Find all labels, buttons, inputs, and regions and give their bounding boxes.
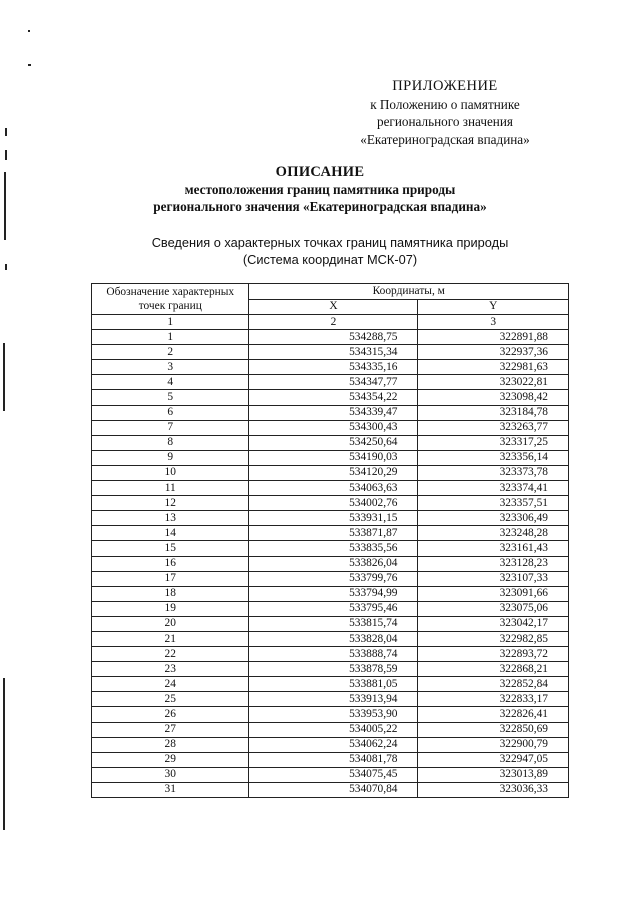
y-coordinate-cell: 323161,43 [418, 541, 569, 556]
table-row [92, 405, 569, 420]
appendix-line: «Екатериноградская впадина» [360, 131, 530, 147]
point-number-cell: 12 [92, 496, 249, 511]
title-line: местоположения границ памятника природы [184, 182, 456, 197]
y-coordinate-cell: 322868,21 [418, 662, 569, 677]
y-coordinate-cell: 323306,49 [418, 511, 569, 526]
x-coordinate-cell: 533953,90 [249, 707, 418, 722]
header-text: Обозначение характерных [106, 286, 235, 298]
y-coordinate-cell: 322852,84 [418, 677, 569, 692]
y-coordinate-cell: 323317,25 [418, 435, 569, 450]
x-coordinate-cell: 533795,46 [249, 601, 418, 616]
x-coordinate-cell: 533931,15 [249, 511, 418, 526]
y-coordinate-cell: 322900,79 [418, 737, 569, 752]
x-coordinate-cell: 533828,04 [249, 631, 418, 646]
column-number: 1 [92, 315, 249, 330]
y-coordinate-cell: 323042,17 [418, 616, 569, 631]
table-row [92, 707, 569, 722]
table-row [92, 677, 569, 692]
scan-mark [5, 150, 7, 160]
table-row [92, 601, 569, 616]
point-number-cell: 9 [92, 450, 249, 465]
table-row [92, 571, 569, 586]
point-number-cell: 29 [92, 752, 249, 767]
table-row [92, 722, 569, 737]
table-header-row [92, 284, 569, 300]
point-number-cell: 24 [92, 677, 249, 692]
table-row [92, 526, 569, 541]
y-coordinate-cell: 323184,78 [418, 405, 569, 420]
y-coordinate-cell: 323374,41 [418, 481, 569, 496]
title-main: ОПИСАНИЕ [275, 164, 365, 180]
y-coordinate-cell: 323357,51 [418, 496, 569, 511]
table-row [92, 752, 569, 767]
x-coordinate-cell: 534190,03 [249, 450, 418, 465]
x-coordinate-cell: 534335,16 [249, 360, 418, 375]
y-coordinate-cell: 323098,42 [418, 390, 569, 405]
x-header: X [249, 299, 418, 315]
table-row [92, 556, 569, 571]
x-coordinate-cell: 534288,75 [249, 330, 418, 345]
x-coordinate-cell: 534075,45 [249, 767, 418, 782]
y-coordinate-cell: 322826,41 [418, 707, 569, 722]
point-number-cell: 14 [92, 526, 249, 541]
point-number-cell: 3 [92, 360, 249, 375]
table-row [92, 435, 569, 450]
appendix-line: регионального значения [376, 114, 513, 129]
y-coordinate-cell: 323022,81 [418, 375, 569, 390]
x-coordinate-cell: 533815,74 [249, 616, 418, 631]
scan-mark [28, 30, 30, 32]
x-coordinate-cell: 534250,64 [249, 435, 418, 450]
title-line: регионального значения «Екатериноградская впадина» [153, 199, 487, 214]
x-coordinate-cell: 534339,47 [249, 405, 418, 420]
point-number-cell: 26 [92, 707, 249, 722]
table-row [92, 420, 569, 435]
table-row [92, 375, 569, 390]
scan-mark [5, 264, 7, 270]
x-coordinate-cell: 534354,22 [249, 390, 418, 405]
x-coordinate-cell: 534120,29 [249, 465, 418, 480]
caption-line: Сведения о характерных точках границ памятника природы [151, 235, 509, 250]
point-number-cell: 13 [92, 511, 249, 526]
table-row [92, 782, 569, 797]
point-number-cell: 27 [92, 722, 249, 737]
point-number-cell: 2 [92, 345, 249, 360]
scan-mark [4, 172, 6, 240]
x-coordinate-cell: 534347,77 [249, 375, 418, 390]
y-coordinate-cell: 322947,05 [418, 752, 569, 767]
y-coordinate-cell: 323248,28 [418, 526, 569, 541]
appendix-block [330, 78, 560, 148]
coordinates-table [91, 283, 569, 798]
table-row [92, 662, 569, 677]
table-row [92, 616, 569, 631]
table-row [92, 345, 569, 360]
table-caption [120, 234, 540, 268]
y-coordinate-cell: 322981,63 [418, 360, 569, 375]
point-number-cell: 4 [92, 375, 249, 390]
x-coordinate-cell: 534002,76 [249, 496, 418, 511]
y-coordinate-cell: 322891,88 [418, 330, 569, 345]
point-number-cell: 1 [92, 330, 249, 345]
y-coordinate-cell: 323107,33 [418, 571, 569, 586]
y-coordinate-cell: 322893,72 [418, 647, 569, 662]
x-coordinate-cell: 533794,99 [249, 586, 418, 601]
x-coordinate-cell: 533878,59 [249, 662, 418, 677]
x-coordinate-cell: 533826,04 [249, 556, 418, 571]
x-coordinate-cell: 534062,24 [249, 737, 418, 752]
y-coordinate-cell: 322937,36 [418, 345, 569, 360]
point-number-cell: 10 [92, 465, 249, 480]
table-row [92, 390, 569, 405]
table-row [92, 330, 569, 345]
x-coordinate-cell: 534315,34 [249, 345, 418, 360]
appendix-line: к Положению о памятнике [370, 96, 520, 112]
y-coordinate-cell: 323091,66 [418, 586, 569, 601]
x-coordinate-cell: 533881,05 [249, 677, 418, 692]
x-coordinate-cell: 533871,87 [249, 526, 418, 541]
point-number-cell: 22 [92, 647, 249, 662]
table-row [92, 737, 569, 752]
column-number: 2 [249, 315, 418, 330]
table-row [92, 496, 569, 511]
point-number-cell: 20 [92, 616, 249, 631]
header-text: точек границ [138, 300, 202, 312]
table-row [92, 692, 569, 707]
coordinates-header: Координаты, м [249, 284, 569, 300]
x-coordinate-cell: 534063,63 [249, 481, 418, 496]
point-number-cell: 28 [92, 737, 249, 752]
y-coordinate-cell: 323263,77 [418, 420, 569, 435]
y-coordinate-cell: 323013,89 [418, 767, 569, 782]
table-row [92, 450, 569, 465]
caption-line: (Система координат МСК-07) [242, 252, 418, 267]
scan-mark [3, 678, 5, 830]
point-number-cell: 8 [92, 435, 249, 450]
table-row [92, 647, 569, 662]
y-header: Y [418, 299, 569, 315]
column-number: 3 [418, 315, 569, 330]
table-row [92, 541, 569, 556]
point-number-cell: 7 [92, 420, 249, 435]
y-coordinate-cell: 323128,23 [418, 556, 569, 571]
x-coordinate-cell: 534081,78 [249, 752, 418, 767]
point-number-cell: 31 [92, 782, 249, 797]
table-row [92, 631, 569, 646]
scan-mark [3, 343, 5, 411]
y-coordinate-cell: 323356,14 [418, 450, 569, 465]
y-coordinate-cell: 322833,17 [418, 692, 569, 707]
point-number-cell: 15 [92, 541, 249, 556]
x-coordinate-cell: 533913,94 [249, 692, 418, 707]
point-number-cell: 25 [92, 692, 249, 707]
appendix-heading: ПРИЛОЖЕНИЕ [392, 78, 498, 94]
table-row [92, 360, 569, 375]
y-coordinate-cell: 322850,69 [418, 722, 569, 737]
table-row [92, 481, 569, 496]
table-row [92, 511, 569, 526]
point-number-cell: 6 [92, 405, 249, 420]
point-number-cell: 30 [92, 767, 249, 782]
point-number-cell: 21 [92, 631, 249, 646]
table-row [92, 767, 569, 782]
x-coordinate-cell: 533835,56 [249, 541, 418, 556]
point-number-cell: 18 [92, 586, 249, 601]
y-coordinate-cell: 323373,78 [418, 465, 569, 480]
scan-mark [28, 64, 31, 66]
point-number-cell: 11 [92, 481, 249, 496]
scan-mark [5, 128, 7, 136]
table-row [92, 586, 569, 601]
document-title [100, 164, 540, 215]
x-coordinate-cell: 533888,74 [249, 647, 418, 662]
point-number-cell: 5 [92, 390, 249, 405]
x-coordinate-cell: 534070,84 [249, 782, 418, 797]
y-coordinate-cell: 323036,33 [418, 782, 569, 797]
x-coordinate-cell: 534300,43 [249, 420, 418, 435]
y-coordinate-cell: 323075,06 [418, 601, 569, 616]
point-number-cell: 19 [92, 601, 249, 616]
x-coordinate-cell: 534005,22 [249, 722, 418, 737]
column-number-row [92, 315, 569, 330]
x-coordinate-cell: 533799,76 [249, 571, 418, 586]
y-coordinate-cell: 322982,85 [418, 631, 569, 646]
point-designation-header [92, 284, 249, 315]
table-row [92, 465, 569, 480]
point-number-cell: 17 [92, 571, 249, 586]
point-number-cell: 16 [92, 556, 249, 571]
point-number-cell: 23 [92, 662, 249, 677]
